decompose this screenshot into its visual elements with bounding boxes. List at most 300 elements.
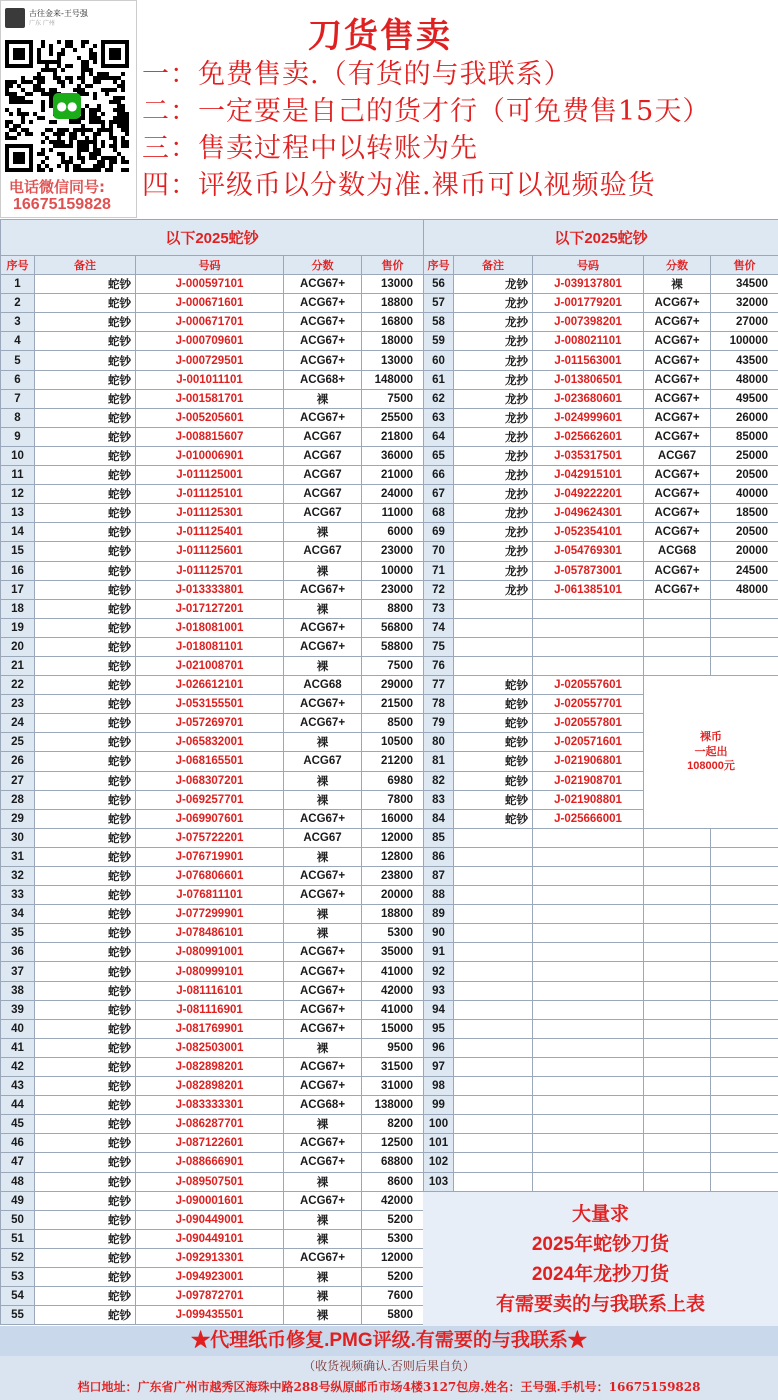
table-row — [1, 294, 424, 313]
serial-number: J-001581701 — [136, 389, 284, 408]
empty-cell — [644, 943, 711, 962]
empty-cell — [454, 847, 533, 866]
serial-number: J-069257701 — [136, 790, 284, 809]
price: 25500 — [362, 408, 424, 427]
row-index: 47 — [1, 1153, 35, 1172]
grade: 裸 — [284, 1229, 362, 1248]
price: 21500 — [362, 695, 424, 714]
row-note: 蛇钞 — [35, 1115, 136, 1134]
price: 8600 — [362, 1172, 424, 1191]
serial-number: J-011125401 — [136, 523, 284, 542]
row-note: 蛇钞 — [35, 427, 136, 446]
row-note: 蛇钞 — [35, 981, 136, 1000]
table-row — [1, 905, 424, 924]
empty-cell — [711, 618, 778, 637]
table-row — [424, 962, 778, 981]
table-row — [1, 542, 424, 561]
serial-number: J-049624301 — [533, 504, 644, 523]
row-index: 61 — [424, 370, 454, 389]
row-note: 蛇钞 — [454, 733, 533, 752]
row-index: 74 — [424, 618, 454, 637]
price: 58800 — [362, 637, 424, 656]
row-index: 79 — [424, 714, 454, 733]
serial-number: J-035317501 — [533, 446, 644, 465]
grade: ACG67 — [644, 446, 711, 465]
empty-cell — [711, 1115, 778, 1134]
row-note: 蛇钞 — [35, 676, 136, 695]
serial-number: J-010006901 — [136, 446, 284, 465]
serial-number: J-082503001 — [136, 1038, 284, 1057]
table-row — [424, 1000, 778, 1019]
serial-number: J-021008701 — [136, 656, 284, 675]
empty-cell — [644, 1153, 711, 1172]
empty-cell — [644, 618, 711, 637]
row-note: 蛇钞 — [454, 809, 533, 828]
table-row — [1, 1077, 424, 1096]
row-index: 2 — [1, 294, 35, 313]
serial-number: J-078486101 — [136, 924, 284, 943]
serial-number: J-061385101 — [533, 580, 644, 599]
empty-cell — [711, 828, 778, 847]
price: 24500 — [711, 561, 778, 580]
grade: ACG67 — [284, 542, 362, 561]
rule-3: 三：售卖过程中以转账为先 — [142, 133, 478, 164]
row-index: 37 — [1, 962, 35, 981]
grade: 裸 — [284, 1267, 362, 1286]
row-note: 龙抄 — [454, 389, 533, 408]
row-index: 98 — [424, 1077, 454, 1096]
grade: ACG67+ — [284, 1057, 362, 1076]
serial-number: J-080991001 — [136, 943, 284, 962]
empty-cell — [644, 1077, 711, 1096]
grade: ACG67+ — [284, 1077, 362, 1096]
empty-cell — [711, 962, 778, 981]
price: 41000 — [362, 1000, 424, 1019]
wechat-icon: ●● — [53, 93, 81, 119]
empty-cell — [454, 618, 533, 637]
row-note: 蛇钞 — [35, 599, 136, 618]
row-note: 龙抄 — [454, 446, 533, 465]
row-note: 蛇钞 — [35, 1134, 136, 1153]
table-row — [1, 504, 424, 523]
grade: ACG67+ — [644, 561, 711, 580]
row-index: 34 — [1, 905, 35, 924]
row-index: 40 — [1, 1019, 35, 1038]
grade: 裸 — [284, 790, 362, 809]
serial-number: J-021908701 — [533, 771, 644, 790]
empty-cell — [644, 886, 711, 905]
row-index: 60 — [424, 351, 454, 370]
price: 20500 — [711, 523, 778, 542]
row-index: 52 — [1, 1248, 35, 1267]
table-row — [424, 542, 778, 561]
empty-cell — [711, 1153, 778, 1172]
row-note: 蛇钞 — [454, 714, 533, 733]
serial-number: J-076806601 — [136, 867, 284, 886]
table-row — [1, 962, 424, 981]
empty-cell — [533, 1134, 644, 1153]
table-row — [1, 1287, 424, 1306]
row-index: 59 — [424, 332, 454, 351]
table-row — [424, 408, 778, 427]
grade: 裸 — [284, 1306, 362, 1325]
serial-number: J-086287701 — [136, 1115, 284, 1134]
price: 31000 — [362, 1077, 424, 1096]
row-index: 14 — [1, 523, 35, 542]
serial-number: J-025662601 — [533, 427, 644, 446]
row-index: 75 — [424, 637, 454, 656]
wanted-line-2: 2025年蛇钞刀货 — [531, 1234, 670, 1255]
serial-number: J-020557801 — [533, 714, 644, 733]
serial-number: J-013333801 — [136, 580, 284, 599]
price: 18800 — [362, 905, 424, 924]
table-row — [1, 599, 424, 618]
row-note: 蛇钞 — [35, 1153, 136, 1172]
empty-cell — [454, 924, 533, 943]
row-index: 81 — [424, 752, 454, 771]
table-row — [1, 1000, 424, 1019]
grade: 裸 — [284, 733, 362, 752]
serial-number: J-018081001 — [136, 618, 284, 637]
grade: ACG67+ — [284, 1191, 362, 1210]
serial-number: J-052354101 — [533, 523, 644, 542]
row-index: 73 — [424, 599, 454, 618]
serial-number: J-081116101 — [136, 981, 284, 1000]
card-name: 古往金来-王号强 — [29, 8, 88, 18]
table-row — [1, 389, 424, 408]
row-index: 31 — [1, 847, 35, 866]
table-row — [1, 523, 424, 542]
grade: 裸 — [284, 1172, 362, 1191]
price: 16800 — [362, 313, 424, 332]
table-row — [424, 943, 778, 962]
price: 42000 — [362, 981, 424, 1000]
table-row — [424, 847, 778, 866]
row-note: 蛇钞 — [35, 886, 136, 905]
price: 10000 — [362, 561, 424, 580]
table-row — [424, 1153, 778, 1172]
row-index: 20 — [1, 637, 35, 656]
row-index: 90 — [424, 924, 454, 943]
table-row — [1, 1229, 424, 1248]
phone-number: 16675159828 — [13, 196, 111, 213]
row-index: 64 — [424, 427, 454, 446]
column-header: 号码 — [136, 256, 284, 275]
row-index: 46 — [1, 1134, 35, 1153]
table-row — [424, 1134, 778, 1153]
row-index: 30 — [1, 828, 35, 847]
row-index: 103 — [424, 1172, 454, 1191]
serial-number: J-081116901 — [136, 1000, 284, 1019]
grade: ACG67+ — [284, 714, 362, 733]
row-note: 蛇钞 — [35, 714, 136, 733]
row-index: 65 — [424, 446, 454, 465]
empty-cell — [533, 1000, 644, 1019]
price: 48000 — [711, 580, 778, 599]
grade: ACG67 — [284, 427, 362, 446]
row-index: 33 — [1, 886, 35, 905]
row-index: 54 — [1, 1287, 35, 1306]
column-header: 售价 — [711, 256, 778, 275]
row-index: 89 — [424, 905, 454, 924]
grade: ACG67 — [284, 752, 362, 771]
empty-cell — [644, 867, 711, 886]
grade: 裸 — [284, 1038, 362, 1057]
shop-address: 档口地址：广东省广州市越秀区海珠中路288号纵原邮币市场4楼3127包房.姓名：王号强.手机号：16675159828 — [0, 1376, 778, 1400]
price: 16000 — [362, 809, 424, 828]
phone-label: 电话微信同号: — [9, 178, 105, 196]
grade: ACG67+ — [284, 580, 362, 599]
bundle-price-note — [644, 676, 778, 829]
row-index: 27 — [1, 771, 35, 790]
empty-cell — [644, 656, 711, 675]
table-row — [424, 1038, 778, 1057]
table-row — [1, 771, 424, 790]
price: 41000 — [362, 962, 424, 981]
price: 5200 — [362, 1267, 424, 1286]
serial-number: J-011563001 — [533, 351, 644, 370]
grade: ACG67+ — [284, 618, 362, 637]
table-row — [1, 981, 424, 1000]
serial-number: J-011125701 — [136, 561, 284, 580]
card-profile — [1, 1, 136, 35]
row-note: 蛇钞 — [35, 943, 136, 962]
serial-number: J-024999601 — [533, 408, 644, 427]
empty-cell — [454, 1172, 533, 1191]
table-row — [1, 446, 424, 465]
serial-number: J-082898201 — [136, 1057, 284, 1076]
row-index: 63 — [424, 408, 454, 427]
table-row — [424, 370, 778, 389]
table-row — [1, 351, 424, 370]
row-index: 62 — [424, 389, 454, 408]
table-row — [1, 943, 424, 962]
empty-cell — [454, 1096, 533, 1115]
table-row — [1, 1191, 424, 1210]
empty-cell — [454, 962, 533, 981]
table-row — [1, 733, 424, 752]
row-note: 蛇钞 — [35, 1019, 136, 1038]
price: 13000 — [362, 275, 424, 294]
row-index: 68 — [424, 504, 454, 523]
empty-cell — [533, 1153, 644, 1172]
serial-number: J-021908801 — [533, 790, 644, 809]
grade: ACG67+ — [284, 1248, 362, 1267]
row-index: 96 — [424, 1038, 454, 1057]
table-header-row — [424, 256, 778, 275]
price: 56800 — [362, 618, 424, 637]
price: 21000 — [362, 466, 424, 485]
row-note: 龙抄 — [454, 408, 533, 427]
row-note: 蛇钞 — [35, 389, 136, 408]
row-note: 蛇钞 — [35, 485, 136, 504]
row-index: 25 — [1, 733, 35, 752]
empty-cell — [533, 867, 644, 886]
empty-cell — [711, 1172, 778, 1191]
row-index: 19 — [1, 618, 35, 637]
row-index: 94 — [424, 1000, 454, 1019]
grade: ACG67+ — [644, 504, 711, 523]
row-index: 7 — [1, 389, 35, 408]
table-row — [1, 676, 424, 695]
row-index: 28 — [1, 790, 35, 809]
table-row — [424, 828, 778, 847]
grade: ACG67+ — [644, 427, 711, 446]
empty-cell — [454, 1153, 533, 1172]
table-row — [1, 828, 424, 847]
row-note: 蛇钞 — [35, 637, 136, 656]
row-note: 蛇钞 — [35, 905, 136, 924]
grade: ACG67+ — [284, 1153, 362, 1172]
row-index: 84 — [424, 809, 454, 828]
row-note: 龙抄 — [454, 561, 533, 580]
grade: 裸 — [644, 275, 711, 294]
row-index: 24 — [1, 714, 35, 733]
serial-number: J-011125301 — [136, 504, 284, 523]
grade: ACG67+ — [284, 294, 362, 313]
table-row — [1, 637, 424, 656]
price: 20500 — [711, 466, 778, 485]
table-row — [424, 981, 778, 1000]
grade: ACG67+ — [284, 867, 362, 886]
table-row — [424, 924, 778, 943]
grade: ACG67 — [284, 828, 362, 847]
serial-number: J-025666001 — [533, 809, 644, 828]
serial-number: J-013806501 — [533, 370, 644, 389]
price: 48000 — [711, 370, 778, 389]
empty-cell — [454, 867, 533, 886]
row-index: 36 — [1, 943, 35, 962]
row-note: 蛇钞 — [35, 1096, 136, 1115]
serial-number: J-020557701 — [533, 695, 644, 714]
row-note: 蛇钞 — [35, 580, 136, 599]
table-row — [1, 809, 424, 828]
price: 49500 — [711, 389, 778, 408]
table-row — [1, 847, 424, 866]
price: 7500 — [362, 656, 424, 675]
serial-number: J-068165501 — [136, 752, 284, 771]
table-row — [424, 389, 778, 408]
table-row — [1, 924, 424, 943]
serial-number: J-094923001 — [136, 1267, 284, 1286]
price: 15000 — [362, 1019, 424, 1038]
row-index: 50 — [1, 1210, 35, 1229]
empty-cell — [711, 924, 778, 943]
table-row — [424, 1077, 778, 1096]
grade: 裸 — [284, 771, 362, 790]
serial-number: J-083333301 — [136, 1096, 284, 1115]
column-header: 分数 — [284, 256, 362, 275]
table-row — [1, 1057, 424, 1076]
serial-number: J-026612101 — [136, 676, 284, 695]
table-row — [1, 1210, 424, 1229]
row-index: 69 — [424, 523, 454, 542]
wanted-line-1: 大量求 — [571, 1204, 629, 1225]
grade: ACG67+ — [644, 370, 711, 389]
empty-cell — [644, 847, 711, 866]
grade: 裸 — [284, 599, 362, 618]
table-row — [1, 618, 424, 637]
row-note: 蛇钞 — [35, 332, 136, 351]
empty-cell — [533, 905, 644, 924]
serial-number: J-053155501 — [136, 695, 284, 714]
price: 40000 — [711, 485, 778, 504]
serial-number: J-042915101 — [533, 466, 644, 485]
wanted-notice — [423, 1192, 778, 1326]
empty-cell — [644, 1000, 711, 1019]
price: 18500 — [711, 504, 778, 523]
service-banner: ★代理纸币修复.PMG评级.有需要的与我联系★ — [0, 1326, 778, 1356]
table-row — [424, 351, 778, 370]
row-index: 38 — [1, 981, 35, 1000]
empty-cell — [644, 924, 711, 943]
row-index: 101 — [424, 1134, 454, 1153]
table-row — [424, 485, 778, 504]
serial-number: J-089507501 — [136, 1172, 284, 1191]
serial-number: J-075722201 — [136, 828, 284, 847]
serial-number: J-076719901 — [136, 847, 284, 866]
grade: ACG67+ — [284, 408, 362, 427]
grade: ACG67+ — [284, 637, 362, 656]
price: 18800 — [362, 294, 424, 313]
grade: ACG67+ — [284, 1000, 362, 1019]
table-row — [1, 886, 424, 905]
row-index: 17 — [1, 580, 35, 599]
row-index: 11 — [1, 466, 35, 485]
row-index: 78 — [424, 695, 454, 714]
price: 27000 — [711, 313, 778, 332]
row-index: 91 — [424, 943, 454, 962]
empty-cell — [533, 1115, 644, 1134]
row-note: 蛇钞 — [35, 1248, 136, 1267]
table-row — [1, 1096, 424, 1115]
row-index: 99 — [424, 1096, 454, 1115]
row-note: 蛇钞 — [454, 695, 533, 714]
price: 5300 — [362, 924, 424, 943]
price: 29000 — [362, 676, 424, 695]
empty-cell — [533, 618, 644, 637]
price: 25000 — [711, 446, 778, 465]
grade: ACG67+ — [644, 313, 711, 332]
price: 6000 — [362, 523, 424, 542]
price: 23800 — [362, 867, 424, 886]
table-row — [1, 1172, 424, 1191]
row-note: 蛇钞 — [35, 1306, 136, 1325]
row-note: 蛇钞 — [35, 847, 136, 866]
grade: ACG67+ — [644, 580, 711, 599]
empty-cell — [533, 1172, 644, 1191]
empty-cell — [644, 1019, 711, 1038]
serial-number: J-000597101 — [136, 275, 284, 294]
table-row — [424, 523, 778, 542]
price: 12800 — [362, 847, 424, 866]
row-note: 蛇钞 — [35, 523, 136, 542]
price: 26000 — [711, 408, 778, 427]
row-index: 97 — [424, 1057, 454, 1076]
price: 34500 — [711, 275, 778, 294]
grade: ACG67+ — [644, 294, 711, 313]
serial-number: J-081769901 — [136, 1019, 284, 1038]
price: 42000 — [362, 1191, 424, 1210]
row-index: 51 — [1, 1229, 35, 1248]
empty-cell — [711, 847, 778, 866]
row-note: 蛇钞 — [35, 1287, 136, 1306]
row-note: 蛇钞 — [35, 790, 136, 809]
serial-number: J-021906801 — [533, 752, 644, 771]
table-title-row — [1, 220, 424, 256]
row-note: 蛇钞 — [35, 1000, 136, 1019]
row-index: 26 — [1, 752, 35, 771]
